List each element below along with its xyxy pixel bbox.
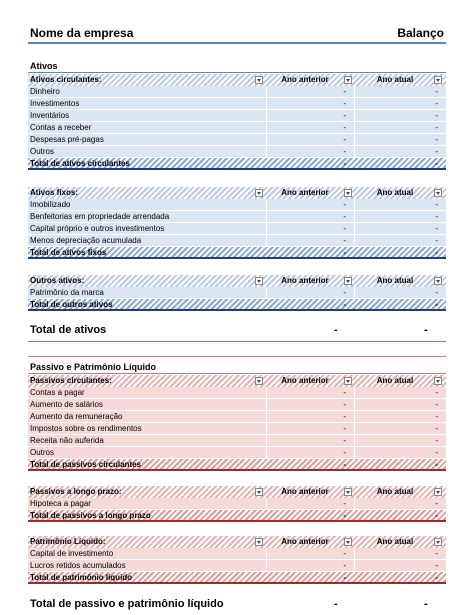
current-assets-total-label: Total de ativos circulantes <box>30 159 130 168</box>
assets-rule <box>28 72 446 73</box>
equity-total-label: Total de patrimônio líquido <box>30 573 133 582</box>
col-curr-header: Ano atual <box>376 537 414 546</box>
table-row <box>28 423 446 435</box>
long-term-liabilities-total-label: Total de passivos a longo prazo <box>30 511 151 520</box>
prev-year-cell[interactable]: - <box>343 388 346 397</box>
prev-year-total[interactable]: - <box>343 159 346 168</box>
liabilities-rule <box>28 373 446 374</box>
fixed-assets-header-label: Ativos fixos: <box>30 188 79 197</box>
current-liabilities-header-label: Passivos circulantes: <box>30 376 112 385</box>
col-prev-header: Ano anterior <box>281 276 329 285</box>
prev-year-total[interactable]: - <box>343 460 346 469</box>
filter-dropdown-icon[interactable] <box>255 76 263 84</box>
filter-dropdown-icon[interactable] <box>255 538 263 546</box>
filter-dropdown-icon[interactable] <box>344 488 352 496</box>
row-label[interactable]: Dinheiro <box>30 87 60 96</box>
table-row <box>28 223 446 235</box>
total-liabilities-equity-row <box>30 598 446 614</box>
equity-header-label: Patrimônio Líquido: <box>30 537 106 546</box>
row-label[interactable]: Despesas pré-pagas <box>30 135 104 144</box>
row-label[interactable]: Menos depreciação acumulada <box>30 236 142 245</box>
table-row <box>28 86 446 98</box>
table-row <box>28 199 446 211</box>
row-label[interactable]: Outros <box>30 147 55 156</box>
col-curr-header: Ano atual <box>376 276 414 285</box>
equity-total-row <box>28 572 446 584</box>
prev-year-cell[interactable]: - <box>343 561 346 570</box>
prev-year-cell[interactable]: - <box>343 111 346 120</box>
row-label[interactable]: Outros <box>30 448 55 457</box>
row-label[interactable]: Benfeitorias em propriedade arrendada <box>30 212 170 221</box>
filter-dropdown-icon[interactable] <box>434 377 442 385</box>
filter-dropdown-icon[interactable] <box>434 76 442 84</box>
curr-year-cell[interactable]: - <box>435 236 438 245</box>
row-label[interactable]: Patrimônio da marca <box>30 288 104 297</box>
prev-year-cell[interactable]: - <box>343 436 346 445</box>
curr-year-cell[interactable]: - <box>435 424 438 433</box>
col-curr-header: Ano atual <box>376 376 414 385</box>
filter-dropdown-icon[interactable] <box>344 538 352 546</box>
long-term-liabilities-header-label: Passivos a longo prazo: <box>30 487 122 496</box>
curr-year-cell[interactable]: - <box>435 388 438 397</box>
filter-dropdown-icon[interactable] <box>255 189 263 197</box>
prev-year-cell[interactable]: - <box>343 549 346 558</box>
col-prev-header: Ano anterior <box>281 537 329 546</box>
total-liabilities-equity-label: Total de passivo e patrimônio líquido <box>30 598 224 610</box>
curr-year-total[interactable]: - <box>435 248 438 257</box>
col-prev-header: Ano anterior <box>281 487 329 496</box>
current-assets-table <box>28 74 446 170</box>
sheet-header <box>28 22 446 42</box>
filter-dropdown-icon[interactable] <box>255 377 263 385</box>
row-label[interactable]: Imobilizado <box>30 200 71 209</box>
table-row <box>28 447 446 459</box>
curr-year-total[interactable]: - <box>435 159 438 168</box>
prev-year-total[interactable]: - <box>343 248 346 257</box>
prev-year-cell[interactable]: - <box>343 135 346 144</box>
current-liabilities-total-label: Total de passivos circulantes <box>30 460 142 469</box>
prev-year-cell[interactable]: - <box>343 99 346 108</box>
total-assets-prev[interactable]: - <box>334 324 338 336</box>
liabilities-top-rule <box>28 356 446 357</box>
prev-year-cell[interactable]: - <box>343 212 346 221</box>
curr-year-cell[interactable]: - <box>435 200 438 209</box>
curr-year-total[interactable]: - <box>435 511 438 520</box>
curr-year-cell[interactable]: - <box>435 436 438 445</box>
filter-dropdown-icon[interactable] <box>434 189 442 197</box>
curr-year-total[interactable]: - <box>435 573 438 582</box>
current-liabilities-header-row <box>28 375 446 387</box>
company-name[interactable]: Nome da empresa <box>30 26 134 40</box>
other-assets-table <box>28 275 446 311</box>
curr-year-cell[interactable]: - <box>435 123 438 132</box>
prev-year-cell[interactable]: - <box>343 147 346 156</box>
table-row <box>28 560 446 572</box>
table-row <box>28 134 446 146</box>
current-assets-total-row <box>28 158 446 170</box>
filter-dropdown-icon[interactable] <box>255 277 263 285</box>
table-row <box>28 498 446 510</box>
curr-year-cell[interactable]: - <box>435 147 438 156</box>
curr-year-cell[interactable]: - <box>435 87 438 96</box>
fixed-assets-total-row <box>28 247 446 259</box>
total-assets-curr[interactable]: - <box>424 324 428 336</box>
curr-year-cell[interactable]: - <box>435 99 438 108</box>
assets-section-title: Ativos <box>30 61 58 71</box>
prev-year-cell[interactable]: - <box>343 400 346 409</box>
table-row <box>28 387 446 399</box>
current-liabilities-total-row <box>28 459 446 471</box>
curr-year-cell[interactable]: - <box>435 400 438 409</box>
curr-year-cell[interactable]: - <box>435 212 438 221</box>
col-curr-header: Ano atual <box>376 188 414 197</box>
equity-header-row <box>28 536 446 548</box>
equity-table <box>28 536 446 584</box>
prev-year-total[interactable]: - <box>343 300 346 309</box>
curr-year-cell[interactable]: - <box>435 135 438 144</box>
prev-year-cell[interactable]: - <box>343 499 346 508</box>
row-label[interactable]: Impostos sobre os rendimentos <box>30 424 142 433</box>
total-assets-rule <box>28 341 446 342</box>
filter-dropdown-icon[interactable] <box>434 488 442 496</box>
prev-year-cell[interactable]: - <box>343 224 346 233</box>
table-row <box>28 411 446 423</box>
current-assets-header-label: Ativos circulantes: <box>30 75 102 84</box>
curr-year-total[interactable]: - <box>435 300 438 309</box>
sheet-title[interactable]: Balanço <box>397 26 444 40</box>
curr-year-cell[interactable]: - <box>435 561 438 570</box>
filter-dropdown-icon[interactable] <box>344 76 352 84</box>
filter-dropdown-icon[interactable] <box>255 488 263 496</box>
prev-year-cell[interactable]: - <box>343 123 346 132</box>
row-label[interactable]: Inventários <box>30 111 70 120</box>
table-row <box>28 211 446 223</box>
table-row <box>28 399 446 411</box>
col-prev-header: Ano anterior <box>281 376 329 385</box>
liabilities-section-title: Passivo e Patrimônio Líquido <box>30 362 157 372</box>
prev-year-cell[interactable]: - <box>343 236 346 245</box>
filter-dropdown-icon[interactable] <box>434 538 442 546</box>
filter-dropdown-icon[interactable] <box>344 377 352 385</box>
table-row <box>28 110 446 122</box>
fixed-assets-table <box>28 187 446 259</box>
row-label[interactable]: Capital de investimento <box>30 549 114 558</box>
col-curr-header: Ano atual <box>376 487 414 496</box>
prev-year-cell[interactable]: - <box>343 448 346 457</box>
prev-year-total[interactable]: - <box>343 573 346 582</box>
row-label[interactable]: Contas a pagar <box>30 388 85 397</box>
other-assets-total-label: Total de outros ativos <box>30 300 113 309</box>
total-assets-row <box>30 324 446 340</box>
total-liabilities-equity-curr[interactable]: - <box>424 598 428 610</box>
row-label[interactable]: Contas a receber <box>30 123 92 132</box>
fixed-assets-header-row <box>28 187 446 199</box>
long-term-liabilities-header-row <box>28 486 446 498</box>
row-label[interactable]: Receita não auferida <box>30 436 104 445</box>
other-assets-header-row <box>28 275 446 287</box>
table-row <box>28 548 446 560</box>
prev-year-cell[interactable]: - <box>343 200 346 209</box>
row-label[interactable]: Hipoteca a pagar <box>30 499 91 508</box>
prev-year-cell[interactable]: - <box>343 288 346 297</box>
long-term-liabilities-total-row <box>28 510 446 522</box>
table-row <box>28 122 446 134</box>
total-liabilities-equity-prev[interactable]: - <box>334 598 338 610</box>
table-row <box>28 435 446 447</box>
col-curr-header: Ano atual <box>376 75 414 84</box>
prev-year-cell[interactable]: - <box>343 424 346 433</box>
current-assets-header-row <box>28 74 446 86</box>
row-label[interactable]: Aumento da remuneração <box>30 412 123 421</box>
other-assets-header-label: Outros ativos: <box>30 276 85 285</box>
table-row <box>28 98 446 110</box>
curr-year-total[interactable]: - <box>435 460 438 469</box>
curr-year-cell[interactable]: - <box>435 412 438 421</box>
prev-year-cell[interactable]: - <box>343 412 346 421</box>
prev-year-cell[interactable]: - <box>343 87 346 96</box>
row-label[interactable]: Investimentos <box>30 99 80 108</box>
curr-year-cell[interactable]: - <box>435 224 438 233</box>
prev-year-total[interactable]: - <box>343 511 346 520</box>
curr-year-cell[interactable]: - <box>435 549 438 558</box>
row-label[interactable]: Lucros retidos acumulados <box>30 561 126 570</box>
long-term-liabilities-table <box>28 486 446 522</box>
filter-dropdown-icon[interactable] <box>344 189 352 197</box>
filter-dropdown-icon[interactable] <box>344 277 352 285</box>
table-row <box>28 235 446 247</box>
col-prev-header: Ano anterior <box>281 75 329 84</box>
curr-year-cell[interactable]: - <box>435 448 438 457</box>
other-assets-total-row <box>28 299 446 311</box>
curr-year-cell[interactable]: - <box>435 111 438 120</box>
current-liabilities-table <box>28 375 446 471</box>
table-row <box>28 287 446 299</box>
fixed-assets-total-label: Total de ativos fixos <box>30 248 107 257</box>
row-label[interactable]: Aumento de salários <box>30 400 103 409</box>
col-prev-header: Ano anterior <box>281 188 329 197</box>
curr-year-cell[interactable]: - <box>435 288 438 297</box>
filter-dropdown-icon[interactable] <box>434 277 442 285</box>
row-label[interactable]: Capital próprio e outros investimentos <box>30 224 165 233</box>
total-assets-label: Total de ativos <box>30 324 107 336</box>
curr-year-cell[interactable]: - <box>435 499 438 508</box>
header-rule <box>28 42 446 44</box>
table-row <box>28 146 446 158</box>
